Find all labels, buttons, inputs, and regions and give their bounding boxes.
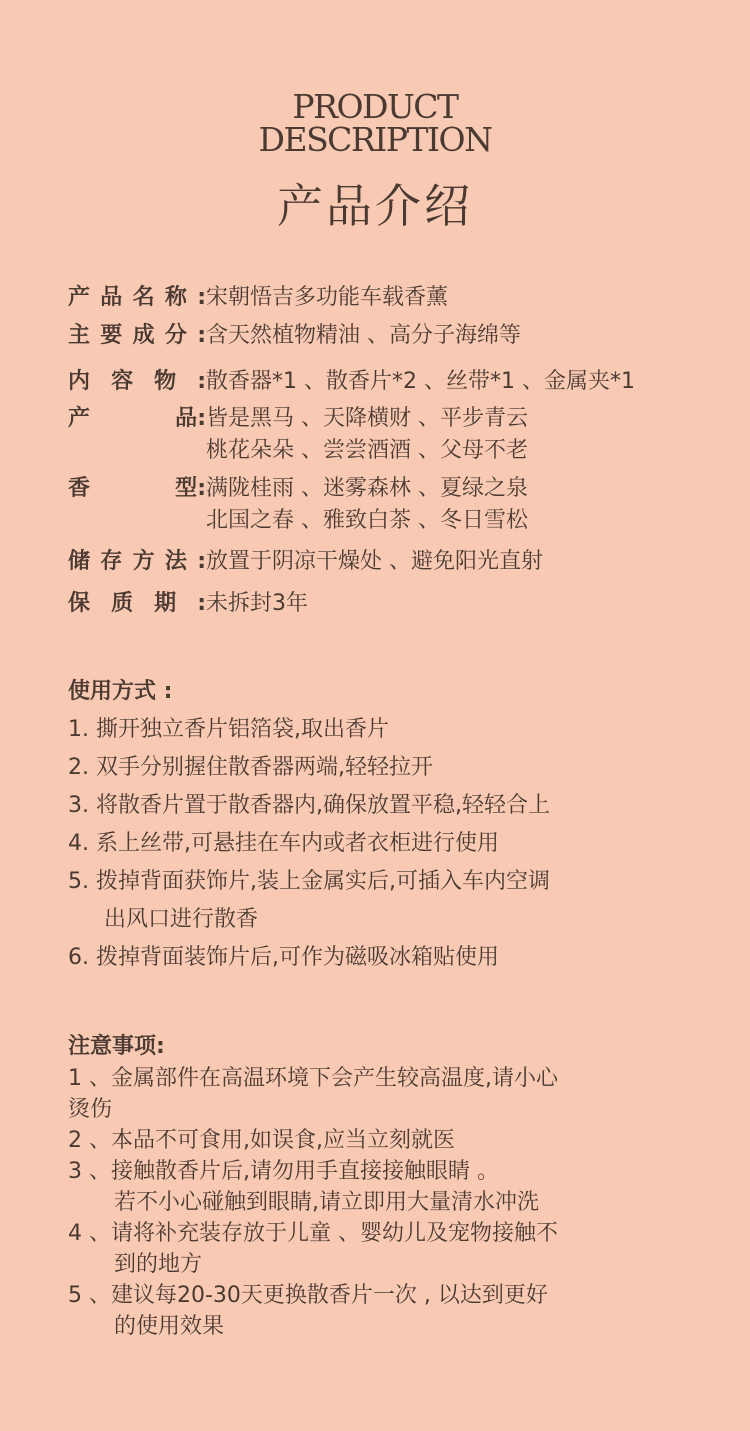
spec-label: 产 品 : <box>68 406 206 431</box>
spec-row-product <box>68 403 748 467</box>
list-item: 4 、请将补充装存放于儿童 、婴幼儿及宠物接触不 <box>68 1221 558 1246</box>
spec-value: 未拆封3年 <box>206 591 308 616</box>
list-item: 2. 双手分别握住散香器两端,轻轻拉开 <box>68 755 433 780</box>
spec-row-ingredients <box>68 320 748 352</box>
spec-row-scent <box>68 473 748 537</box>
list-item: 3 、接触散香片后,请勿用手直接接触眼睛 。 <box>68 1159 499 1184</box>
spec-row-storage <box>68 546 748 578</box>
spec-value: 宋朝悟吉多功能车载香薰 <box>206 285 449 310</box>
spec-label: 产 品 名 称 : <box>68 285 206 310</box>
usage-list <box>68 711 708 977</box>
english-title-line-2: DESCRIPTION <box>258 120 492 159</box>
spec-label: 主 要 成 分 : <box>68 323 206 348</box>
list-item: 3. 将散香片置于散香器内,确保放置平稳,轻轻合上 <box>68 793 550 818</box>
english-title <box>0 87 750 159</box>
list-item: 5. 拨掉背面获饰片,装上金属实后,可插入车内空调 <box>68 869 550 894</box>
list-item: 5 、建议每20-30天更换散香片一次 , 以达到更好 <box>68 1283 548 1308</box>
list-item: 1. 撕开独立香片铝箔袋,取出香片 <box>68 717 389 742</box>
spec-value: 皆是黑马 、天降横财 、平步青云 桃花朵朵 、尝尝酒酒 、父母不老 <box>206 406 528 463</box>
spec-value: 含天然植物精油 、高分子海绵等 <box>206 323 521 348</box>
list-item-continuation: 的使用效果 <box>114 1314 225 1339</box>
spec-value: 放置于阴凉干燥处 、避免阳光直射 <box>206 549 543 574</box>
english-title-line-1: PRODUCT <box>292 87 458 126</box>
spec-value: 满陇桂雨 、迷雾森林 、夏绿之泉 北国之春 、雅致白茶 、冬日雪松 <box>206 476 528 533</box>
spec-value: 散香器*1 、散香片*2 、丝带*1 、金属夹*1 <box>206 369 635 394</box>
spec-row-name <box>68 282 748 314</box>
spec-row-shelf-life <box>68 588 748 620</box>
list-item: 4. 系上丝带,可悬挂在车内或者衣柜进行使用 <box>68 831 499 856</box>
spec-label: 储 存 方 法 : <box>68 549 206 574</box>
list-item: 6. 拨掉背面装饰片后,可作为磁吸冰箱贴使用 <box>68 945 499 970</box>
spec-row-contents <box>68 366 748 398</box>
list-item-continuation: 出风口进行散香 <box>104 907 259 932</box>
list-item-continuation: 到的地方 <box>114 1252 203 1277</box>
spec-label: 内 容 物 : <box>68 369 206 394</box>
spec-label: 香 型 : <box>68 476 206 501</box>
list-item: 1 、金属部件在高温环境下会产生较高温度,请小心 <box>68 1066 558 1091</box>
usage-title: 使用方式 : <box>68 679 173 704</box>
notes-list <box>68 1063 708 1342</box>
notes-title: 注意事项: <box>68 1034 165 1059</box>
list-item-continuation: 若不小心碰触到眼睛,请立即用大量清水冲洗 <box>114 1190 539 1215</box>
chinese-title: 产品介绍 <box>277 179 473 233</box>
list-item-continuation: 烫伤 <box>68 1097 113 1122</box>
list-item: 2 、本品不可食用,如误食,应当立刻就医 <box>68 1128 455 1153</box>
spec-label: 保 质 期 : <box>68 591 206 616</box>
